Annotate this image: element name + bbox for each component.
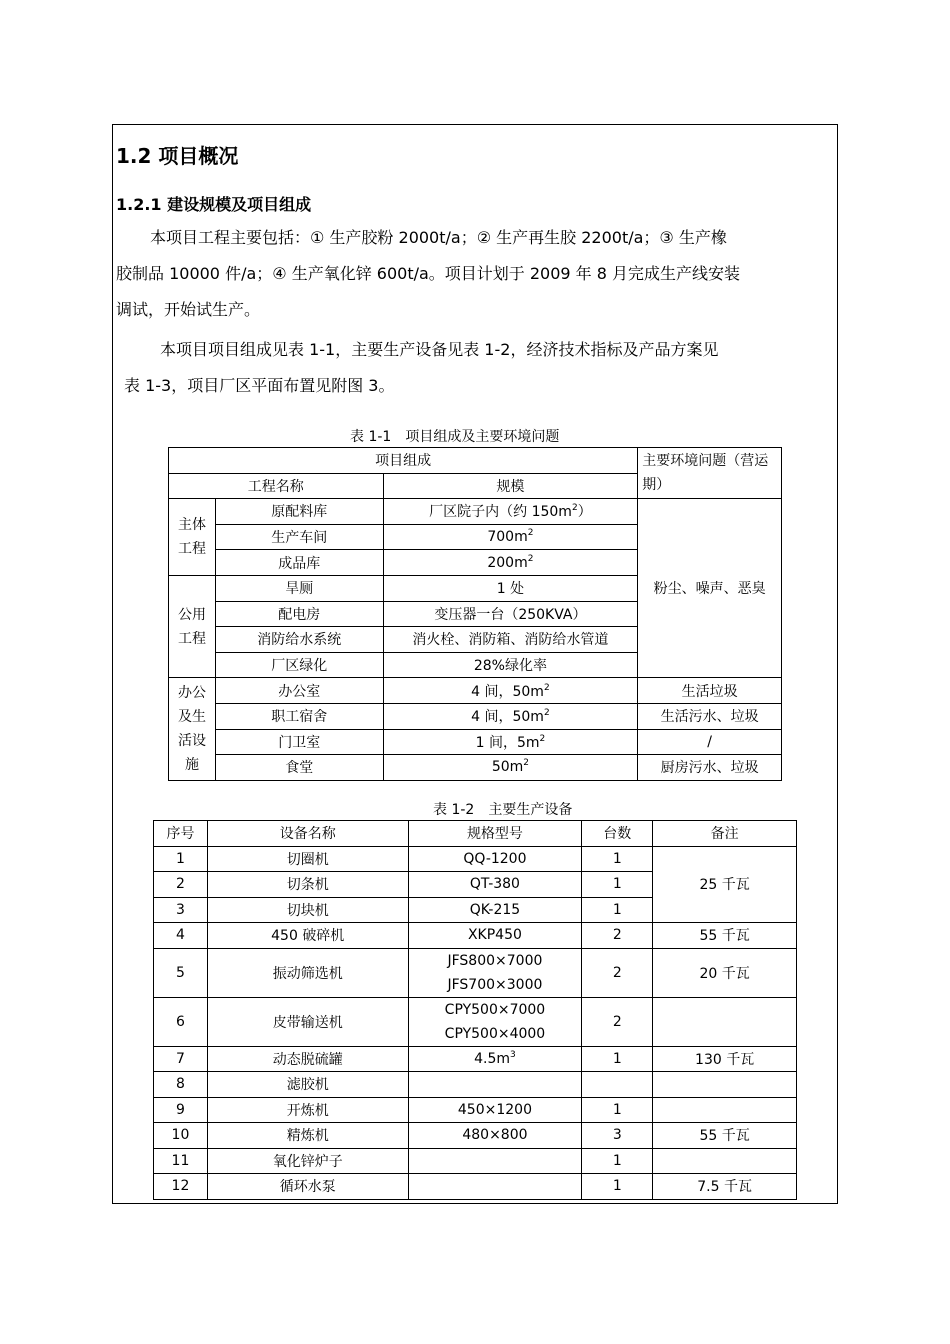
table-row (154, 997, 797, 1046)
table-header: 设备名称 (207, 821, 408, 847)
table-cell: 55 千瓦 (653, 1123, 797, 1149)
table-cell: QT-380 (408, 872, 582, 898)
table-cell: 滤胶机 (207, 1072, 408, 1098)
table-cell: 1 间，$5m^2$ (383, 729, 638, 755)
category-cell: 主体工程 (169, 499, 216, 576)
table-cell: 5 (154, 948, 208, 997)
table-row (154, 948, 797, 997)
table-cell: 生产车间 (215, 524, 383, 550)
table-cell: 130 千瓦 (653, 1046, 797, 1072)
table-header: 规模 (383, 473, 638, 499)
paragraph-line: 胶制品 10000 件/a；④ 生产氧化锌 600t/a。项目计划于 2009 年 8 月完成生产线安装 (116, 264, 741, 283)
table-cell: 25 千瓦 (653, 846, 797, 923)
table-cell: 氧化锌炉子 (207, 1148, 408, 1174)
table-cell (582, 1072, 653, 1098)
table-row (154, 1046, 797, 1072)
table-cell: 配电房 (215, 601, 383, 627)
table-cell: 1 (582, 1046, 653, 1072)
paragraph-line: 表 1-3，项目厂区平面布置见附图 3。 (124, 376, 395, 395)
table-row (154, 1123, 797, 1149)
paragraph-line: 本项目工程主要包括：① 生产胶粉 2000t/a；② 生产再生胶 2200t/a；③ 生产橡 (150, 228, 727, 247)
paragraph-line: 调试，开始试生产。 (116, 300, 261, 319)
table-cell: 成品库 (215, 550, 383, 576)
table-cell: 6 (154, 997, 208, 1046)
table-cell: 7 (154, 1046, 208, 1072)
table-cell: 1 (582, 872, 653, 898)
table-cell: 2 (582, 997, 653, 1046)
table-cell: QK-215 (408, 897, 582, 923)
table-row (154, 1148, 797, 1174)
table-cell: 11 (154, 1148, 208, 1174)
table-header: 台数 (582, 821, 653, 847)
table-cell: 8 (154, 1072, 208, 1098)
table-row (154, 923, 797, 949)
table-cell: 开炼机 (207, 1097, 408, 1123)
table2-caption: 表 1-2 主要生产设备 (433, 802, 573, 818)
table-cell: 动态脱硫罐 (207, 1046, 408, 1072)
equipment-table (153, 820, 797, 1200)
table-row (154, 1174, 797, 1200)
env-issue-cell: / (638, 729, 782, 755)
table-row (154, 1097, 797, 1123)
table-cell (408, 1072, 582, 1098)
table-header: 规格型号 (408, 821, 582, 847)
table-cell: 循环水泵 (207, 1174, 408, 1200)
table-cell: 1 (582, 1097, 653, 1123)
table-cell: 1 (582, 1148, 653, 1174)
category-cell: 办公及生活设施 (169, 678, 216, 780)
table-cell: 切条机 (207, 872, 408, 898)
table-cell: 食堂 (215, 755, 383, 781)
table-cell (653, 1148, 797, 1174)
table-cell: 1 (582, 1174, 653, 1200)
table-cell: 1 (582, 846, 653, 872)
section-heading: 1.2 项目概况 (116, 144, 239, 168)
table-cell: 55 千瓦 (653, 923, 797, 949)
table-cell: QQ-1200 (408, 846, 582, 872)
table-cell: XKP450 (408, 923, 582, 949)
table-cell: 2 (582, 923, 653, 949)
table-cell: 20 千瓦 (653, 948, 797, 997)
table-cell: 消火栓、消防箱、消防给水管道 (383, 627, 638, 653)
table-cell: 450 破碎机 (207, 923, 408, 949)
table-cell: 厂区绿化 (215, 652, 383, 678)
table-cell (653, 1072, 797, 1098)
table-cell: 1 (582, 897, 653, 923)
table-cell: 7.5 千瓦 (653, 1174, 797, 1200)
table-cell: 28%绿化率 (383, 652, 638, 678)
table-header: 工程名称 (169, 473, 384, 499)
table-cell: 450×1200 (408, 1097, 582, 1123)
table-cell (408, 1148, 582, 1174)
table-cell: 门卫室 (215, 729, 383, 755)
table-cell (653, 1097, 797, 1123)
table-cell: 3 (582, 1123, 653, 1149)
table-cell: 职工宿舍 (215, 703, 383, 729)
table-header: 主要环境问题（营运期） (638, 448, 782, 499)
table-cell: 4 间，$50m^2$ (383, 703, 638, 729)
table-header: 备注 (653, 821, 797, 847)
table-cell: 振动筛选机 (207, 948, 408, 997)
table-cell: 1 (154, 846, 208, 872)
project-composition-table (168, 447, 782, 781)
table-cell (653, 997, 797, 1046)
env-issue-cell: 粉尘、噪声、恶臭 (638, 499, 782, 678)
table-cell: 2 (154, 872, 208, 898)
table-cell: $700m^2$ (383, 524, 638, 550)
table-cell (408, 1174, 582, 1200)
table-cell: $50m^2$ (383, 755, 638, 781)
table-cell: CPY500×7000 CPY500×4000 (408, 997, 582, 1046)
subsection-heading: 1.2.1 建设规模及项目组成 (116, 195, 312, 214)
table-cell: 切块机 (207, 897, 408, 923)
table-row (154, 846, 797, 872)
table-cell: 4 (154, 923, 208, 949)
table-cell: $200m^2$ (383, 550, 638, 576)
env-issue-cell: 生活污水、垃圾 (638, 703, 782, 729)
table-cell: $4.5m^3$ (408, 1046, 582, 1072)
table-row (154, 1072, 797, 1098)
table-cell: 3 (154, 897, 208, 923)
table-cell: 办公室 (215, 678, 383, 704)
category-cell: 公用工程 (169, 575, 216, 677)
table-cell: 变压器一台（250KVA） (383, 601, 638, 627)
table-cell: 原配料库 (215, 499, 383, 525)
table1-caption: 表 1-1 项目组成及主要环境问题 (350, 429, 560, 445)
table-cell: 精炼机 (207, 1123, 408, 1149)
env-issue-cell: 厨房污水、垃圾 (638, 755, 782, 781)
paragraph-line: 本项目项目组成见表 1-1，主要生产设备见表 1-2，经济技术指标及产品方案见 (160, 340, 719, 359)
table-cell: 1 处 (383, 575, 638, 601)
table-cell: 9 (154, 1097, 208, 1123)
table-cell: 旱厕 (215, 575, 383, 601)
table-header: 项目组成 (169, 448, 638, 474)
table-cell: 10 (154, 1123, 208, 1149)
env-issue-cell: 生活垃圾 (638, 678, 782, 704)
table-cell: 12 (154, 1174, 208, 1200)
table-header: 序号 (154, 821, 208, 847)
table-cell: 480×800 (408, 1123, 582, 1149)
table-cell: 切圈机 (207, 846, 408, 872)
table-cell: 皮带输送机 (207, 997, 408, 1046)
table-cell: JFS800×7000 JFS700×3000 (408, 948, 582, 997)
table-cell: 2 (582, 948, 653, 997)
table-cell: 消防给水系统 (215, 627, 383, 653)
table-cell: 厂区院子内（约 $150m^2$） (383, 499, 638, 525)
table-cell: 4 间，$50m^2$ (383, 678, 638, 704)
